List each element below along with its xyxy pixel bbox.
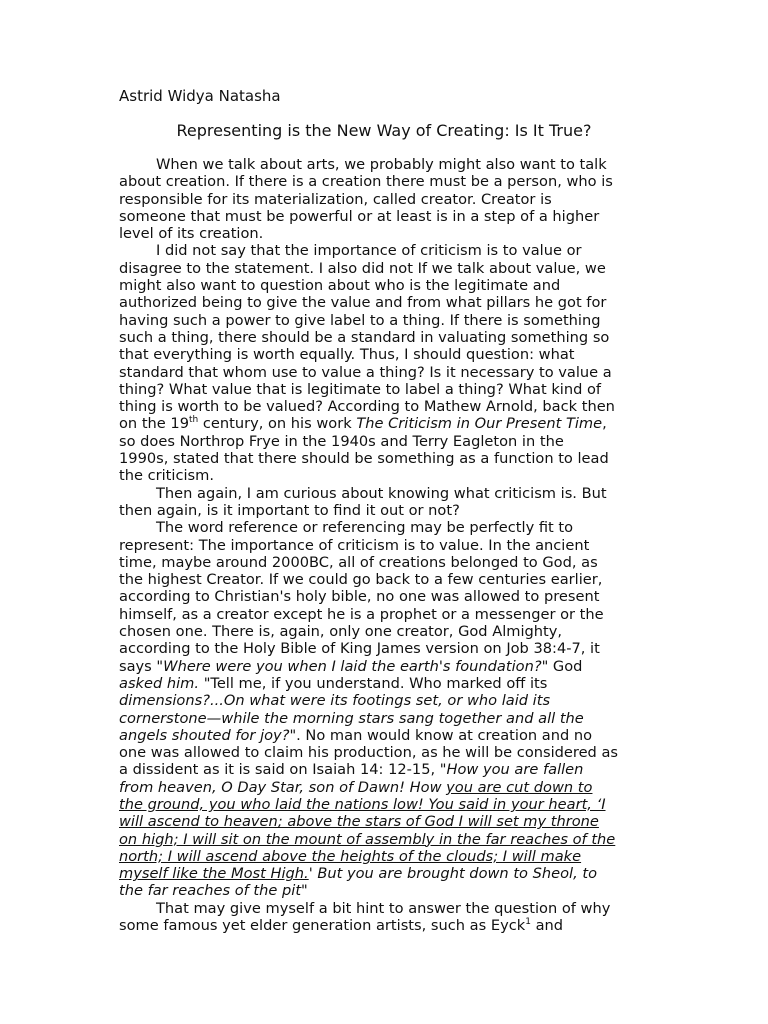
text-segment: on the 19 — [119, 415, 189, 433]
text-line: according to the Holy Bible of King James version on Job 38:4-7, it — [119, 640, 600, 658]
text-segment: a dissident as it is said on Isaiah 14: 12-15, — [119, 761, 440, 779]
text-line: having such a power to give label to a thing. If there is something — [119, 311, 601, 329]
underlined-text: will ascend to heaven; above the stars of God I will set my throne — [119, 813, 599, 831]
quote-segment: asked him. — [119, 674, 204, 692]
underlined-quote — [119, 813, 599, 830]
underlined-quote — [119, 848, 581, 865]
text-line: one was allowed to claim his production, as he will be considered as — [119, 744, 619, 762]
superscript: th — [188, 415, 199, 426]
text-segment: and — [530, 917, 564, 935]
text-line: thing? What value that is legitimate to label a thing? What kind of — [119, 380, 602, 398]
text-line — [119, 761, 659, 778]
quote-segment: Where were you when I laid the earth's foundation? — [163, 657, 542, 675]
text-line: time, maybe around 2000BC, all of creations belonged to God, as — [119, 553, 598, 571]
text-line: chosen one. There is, again, only one creator, God Almighty, — [119, 623, 563, 641]
paragraph-1 — [119, 156, 659, 242]
text-line: That may give myself a bit hint to answer the question of why — [156, 899, 611, 917]
text-line: the highest Creator. If we could go back to a few centuries earlier, — [119, 571, 603, 589]
text-line: thing is worth to be valued? According to Mathew Arnold, back then — [119, 398, 615, 416]
underlined-quote — [446, 779, 592, 796]
paragraph-5 — [119, 900, 659, 935]
quote-segment: dimensions?...On what were its footings set, or who laid its — [119, 692, 551, 710]
text-line — [119, 796, 659, 813]
text-line: Then again, I am curious about knowing what criticism is. But — [156, 484, 607, 502]
text-line — [119, 779, 659, 796]
underlined-text: you are cut down to — [446, 778, 593, 796]
text-line: then again, is it important to find it out or not? — [119, 501, 460, 519]
quote-segment: cornerstone—while the morning stars sang together and all the — [119, 709, 584, 727]
text-line: might also want to question about who is the legitimate and — [119, 277, 561, 295]
text-line — [119, 727, 659, 744]
text-segment: some famous yet elder generation artists, such as Eyck — [119, 917, 526, 935]
underlined-text: myself like the Most High. — [119, 865, 309, 883]
underlined-quote — [119, 796, 606, 813]
text-line: the criticism. — [119, 467, 214, 485]
paragraph-4 — [119, 519, 659, 900]
quote-segment: "How you are fallen — [439, 761, 584, 779]
quote-segment: ' But you are brought down to Sheol, to — [308, 865, 598, 883]
text-line — [119, 813, 659, 830]
text-line: responsible for its materialization, called creator. Creator is — [119, 190, 552, 208]
text-line: that everything is worth equally. Thus, I should question: what — [119, 346, 575, 364]
underlined-text: on high; I will sit on the mount of assembly in the far reaches of the — [119, 830, 616, 848]
text-line — [119, 710, 659, 727]
text-segment: , — [602, 415, 607, 433]
text-line — [119, 865, 659, 882]
text-line: according to Christian's holy bible, no one was allowed to present — [119, 588, 600, 606]
text-line: so does Northrop Frye in the 1940s and Terry Eagleton in the — [119, 432, 564, 450]
text-line: standard that whom use to value a thing? Is it necessary to value a — [119, 363, 612, 381]
body-text — [119, 156, 659, 934]
text-line — [119, 658, 659, 675]
quote-segment: angels shouted for joy? — [119, 726, 290, 744]
footnote-marker[interactable]: 1 — [525, 917, 531, 928]
text-line — [119, 882, 659, 899]
text-line: I did not say that the importance of criticism is to value or — [156, 242, 582, 260]
text-line — [119, 692, 659, 709]
text-line: authorized being to give the value and from what pillars he got for — [119, 294, 607, 312]
underlined-quote — [119, 865, 309, 882]
text-line: represent: The importance of criticism is to value. In the ancient — [119, 536, 590, 554]
text-line — [119, 831, 659, 848]
text-line: When we talk about arts, we probably might also want to talk — [156, 156, 607, 173]
text-line — [119, 415, 659, 432]
paragraph-2 — [119, 242, 659, 484]
work-title: The Criticism in Our Present Time — [356, 415, 603, 433]
text-line: about creation. If there is a creation there must be a person, who is — [119, 173, 613, 191]
text-line: level of its creation. — [119, 225, 264, 243]
underlined-text: north; I will ascend above the heights of the clouds; I will make — [119, 847, 582, 865]
text-line: someone that must be powerful or at least is in a step of a higher — [119, 207, 600, 225]
text-segment: ". No man would know at creation and no — [289, 726, 593, 744]
quote-segment: from heaven, O Day Star, son of Dawn! How — [119, 778, 447, 796]
text-segment: says " — [119, 657, 164, 675]
quote-segment: the far reaches of the pit" — [119, 882, 308, 900]
paragraph-3 — [119, 485, 659, 520]
underlined-text: the ground, you who laid the nations low! You said in your heart, ‘I — [119, 795, 606, 813]
text-segment: "Tell me, if you understand. Who marked off its — [203, 674, 548, 692]
text-segment: " God — [541, 657, 583, 675]
underlined-quote — [119, 831, 615, 848]
document-title: Representing is the New Way of Creating: Is It True? — [176, 121, 592, 140]
text-segment: century, on his work — [198, 415, 357, 433]
text-line: himself, as a creator except he is a prophet or a messenger or the — [119, 605, 604, 623]
text-line: The word reference or referencing may be perfectly fit to — [156, 519, 574, 537]
text-line — [119, 917, 659, 934]
text-line — [119, 675, 659, 692]
text-line: 1990s, stated that there should be something as a function to lead — [119, 450, 609, 468]
text-line — [119, 848, 659, 865]
author-name: Astrid Widya Natasha — [119, 87, 281, 105]
text-line: disagree to the statement. I also did not If we talk about value, we — [119, 259, 606, 277]
text-line: such a thing, there should be a standard in valuating something so — [119, 328, 610, 346]
